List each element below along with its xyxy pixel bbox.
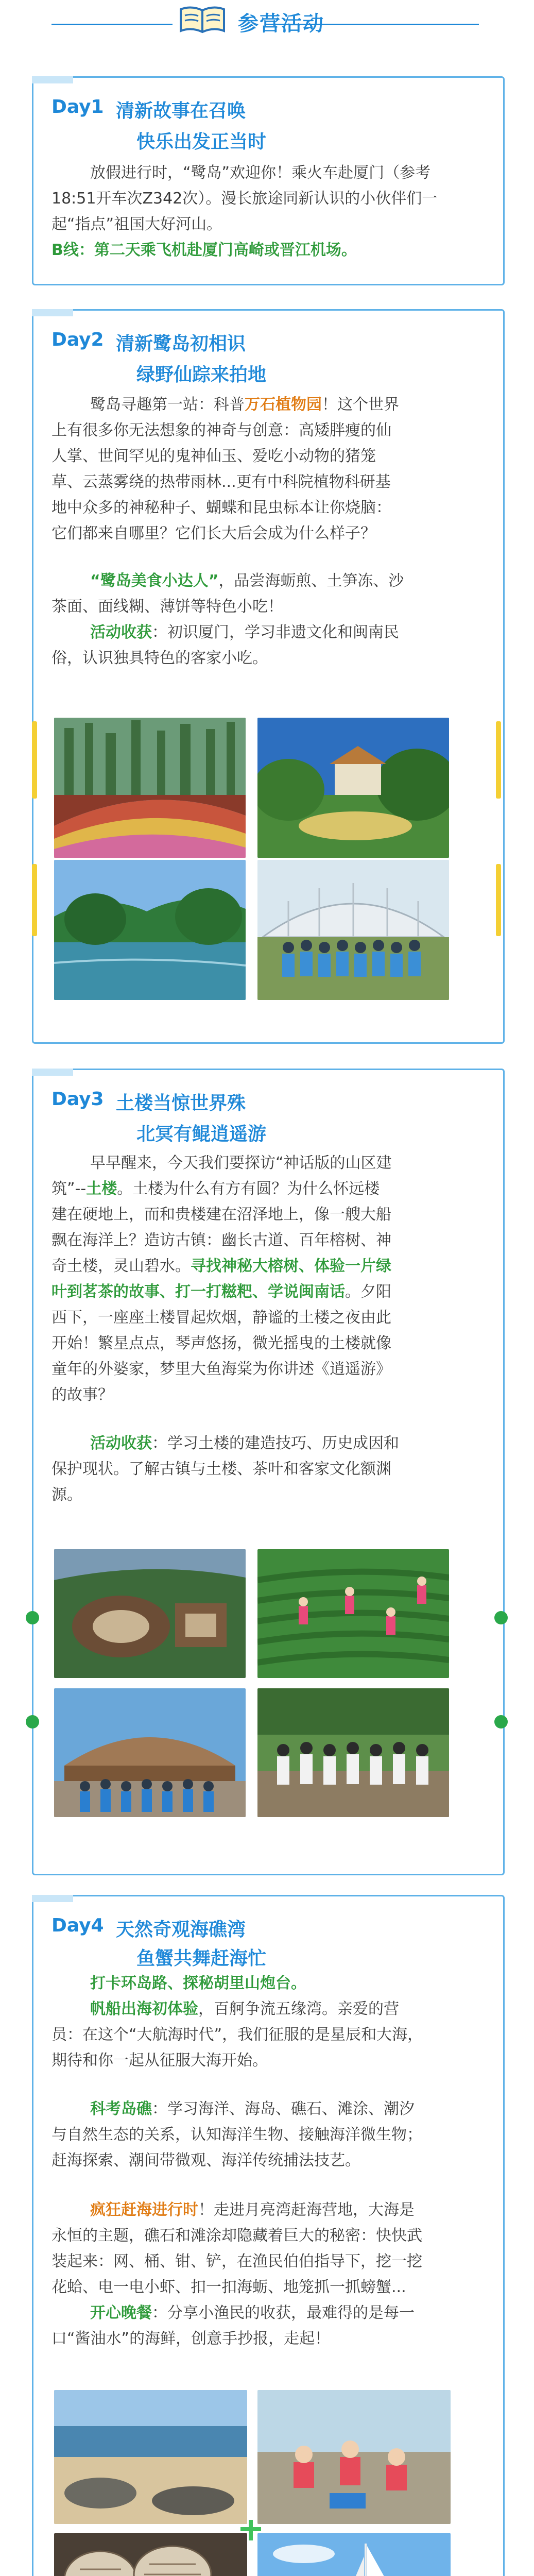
day1-text-1: 放假进行时，“鹭岛”欢迎你！乘火车赴厦门（参考 [90, 164, 431, 182]
day1-b-line: B线：第二天乘飞机赴厦门高崎或晋江机场。 [51, 241, 357, 259]
card-ribbon [32, 309, 73, 316]
left-accent-bar [32, 721, 37, 799]
left-dot [26, 1611, 39, 1624]
day2-label: Day2 [51, 329, 104, 350]
day4-label: Day4 [51, 1915, 104, 1936]
tulou-aerial-photo [54, 1549, 246, 1678]
day2-text-1: 鹭岛寻趣第一站：科普万石植物园！这个世界 [90, 396, 399, 414]
tea-picking-photo [257, 1549, 449, 1678]
day1-label: Day1 [51, 96, 104, 117]
day4-sail-2: 员：在这个“大航海时代”，我们征服的是星辰和大海， [51, 2026, 423, 2044]
day3-gain-3: 源。 [51, 1486, 82, 1504]
day3-text-9: 童年的外婆家，梦里大鱼海棠为你讲述《逍遥游》 [51, 1360, 391, 1378]
day4-sea-3: 装起来：网、桶、钳、铲，在渔民伯伯指导下，挖一挖 [51, 2252, 422, 2270]
day2-title-2: 绿野仙踪来拍地 [136, 364, 267, 385]
day3-gain-1: 活动收获：学习土楼的建造技巧、历史成因和 [90, 1434, 399, 1452]
day2-food-1: “鹭岛美食小达人”，品尝海蛎煎、土笋冻、沙 [90, 572, 404, 590]
day4-dinner-1: 开心晚餐：分享小渔民的收获，最难得的是每一 [90, 2304, 415, 2322]
day2-gain-2: 俗，认识独具特色的客家小吃。 [51, 649, 268, 667]
page-title: 参营活动 [238, 12, 324, 36]
day3-text-7: 西下，一座座土楼冒起炊烟，静谧的土楼之夜由此 [51, 1309, 391, 1327]
beach-rocks-photo [54, 2390, 247, 2524]
card-ribbon [32, 76, 73, 83]
day3-title-2: 北冥有鲲逍遥游 [136, 1124, 267, 1145]
right-dot [494, 1715, 508, 1728]
day1-text-2: 18:51开车次Z342次）。漫长旅途同新认识的小伙伴们一 [51, 190, 438, 208]
kids-digging-photo [257, 2390, 451, 2524]
day2-text-4: 草、云蒸雾绕的热带雨林...更有中科院植物科研基 [51, 473, 391, 491]
day4-science-3: 赶海探索、潮间带微观、海洋传统捕法技艺。 [51, 2151, 360, 2170]
left-dot [26, 1715, 39, 1728]
left-accent-bar [32, 864, 37, 936]
day1-title-2: 快乐出发正当时 [136, 131, 267, 152]
day4-dinner-2: 口“酱油水”的海鲜，创意手抄报，走起！ [51, 2330, 331, 2348]
day2-text-2: 上有很多你无法想象的神奇与创意：高矮胖瘦的仙 [51, 421, 391, 439]
day4-title-1: 天然奇观海礁湾 [116, 1919, 246, 1940]
day3-text-5: 奇土楼，灵山碧水。寻找神秘大榕树、体验一片绿 [51, 1257, 391, 1275]
day1-text-3: 起“指点”祖国大好河山。 [51, 215, 222, 233]
cactus-garden-photo [54, 718, 246, 858]
day3-text-6: 叶到茗茶的故事、打一打糍粑、学说闽南话。夕阳 [51, 1283, 391, 1301]
card-ribbon [32, 1069, 73, 1076]
day4-sea-2: 永恒的主题，礁石和滩涂却隐藏着巨大的秘密：快快武 [51, 2227, 422, 2245]
pavilion-garden-photo [257, 718, 449, 858]
day3-text-1: 早早醒来，今天我们要探访“神话版的山区建 [90, 1154, 392, 1172]
day2-gain-1: 活动收获：初识厦门，学习非遗文化和闽南民 [90, 623, 399, 641]
day4-sea-1: 疯狂赶海进行时！走进月亮湾赶海营地，大海是 [90, 2201, 415, 2219]
day3-text-3: 建在硬地上，而和贵楼建在沼泽地上，像一艘大船 [51, 1206, 391, 1224]
day3-text-10: 的故事？ [51, 1386, 113, 1404]
day4-text-1: 打卡环岛路、探秘胡里山炮台。 [90, 1974, 306, 1992]
day3-card [32, 1069, 505, 1875]
day3-text-8: 开始！繁星点点，琴声悠扬，微光摇曳的土楼就像 [51, 1334, 391, 1352]
day2-card [32, 309, 505, 1044]
day1-title-1: 清新故事在召唤 [116, 100, 246, 122]
day3-text-4: 飘在海洋上？造访古镇：幽长古道、百年榕树、神 [51, 1231, 391, 1249]
sailboat-photo [257, 2533, 451, 2576]
day4-title-2: 鱼蟹共舞赶海忙 [136, 1948, 267, 1969]
card-ribbon [32, 1895, 73, 1902]
day2-text-6: 它们都来自哪里？它们长大后会成为什么样子？ [51, 524, 376, 543]
day4-sea-4: 花蛤、电一电小虾、扣一扣海蛎、地笼抓一抓螃蟹... [51, 2278, 406, 2296]
tulou-group-photo [54, 1688, 246, 1817]
header-rule-left [51, 24, 173, 25]
day3-text-2: 筑”--土楼。土楼为什么有方有圆？为什么怀远楼 [51, 1180, 380, 1198]
day3-gain-2: 保护现状。了解古镇与土楼、茶叶和客家文化额渊 [51, 1460, 391, 1478]
book-icon [178, 2, 227, 38]
photo-grid-cross-horizontal [240, 2527, 261, 2531]
day2-food-2: 茶面、面线糊、薄饼等特色小吃！ [51, 598, 283, 616]
lake-forest-photo [54, 860, 246, 1000]
day2-text-3: 人掌、世间罕见的鬼神仙玉、爱吃小动物的猪笼 [51, 447, 376, 465]
day4-science-2: 与自然生态的关系，认知海洋生物、接触海洋微生物； [51, 2126, 422, 2144]
day1-card [32, 76, 505, 285]
day4-card [32, 1895, 505, 2576]
day4-science-1: 科考岛礁：学习海洋、海岛、礁石、滩涂、潮汐 [90, 2100, 415, 2118]
right-dot [494, 1611, 508, 1624]
page-header [0, 0, 534, 46]
group-photo-greenhouse [257, 860, 449, 1000]
day4-sail-3: 期待和你一起从征服大海开始。 [51, 2052, 268, 2070]
day3-title-1: 土楼当惊世界殊 [116, 1093, 246, 1114]
day3-label: Day3 [51, 1089, 104, 1110]
children-group-photo [257, 1688, 449, 1817]
day2-text-5: 地中众多的神秘种子、蝴蝶和昆虫标本让你烧脑： [51, 499, 391, 517]
day2-title-1: 清新鹭岛初相识 [116, 333, 246, 354]
clams-photo [54, 2533, 247, 2576]
day4-sail-1: 帆船出海初体验，百舸争流五缘湾。亲爱的营 [90, 2000, 399, 2018]
right-accent-bar [496, 721, 501, 799]
right-accent-bar [496, 864, 501, 936]
